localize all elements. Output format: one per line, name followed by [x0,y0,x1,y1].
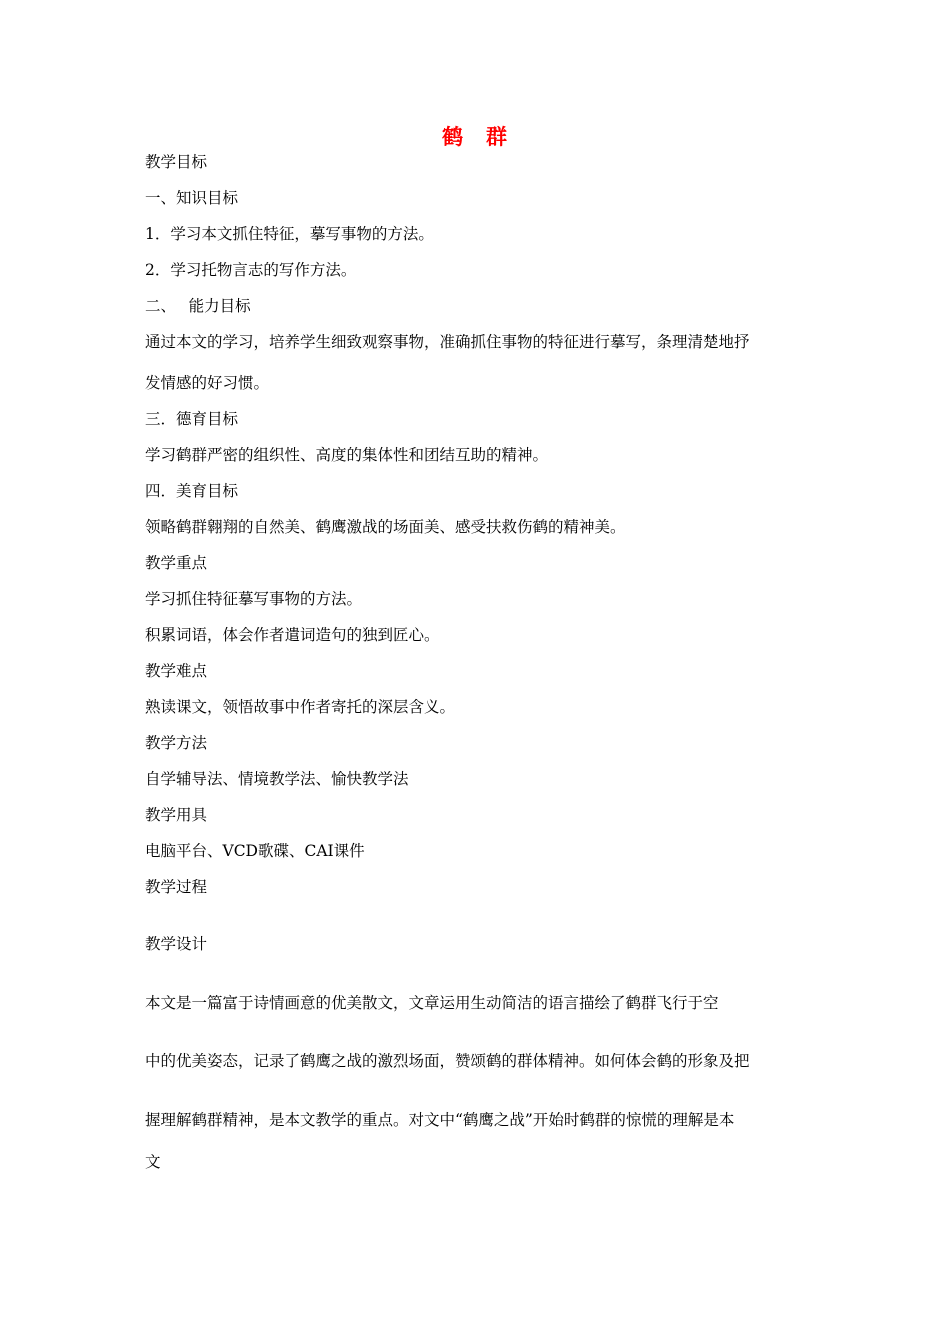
heading-key-points: 教学重点 [145,554,208,572]
difficulty-text: 熟读课文，领悟故事中作者寄托的深层含义。 [145,698,456,716]
heading-aesthetic-objectives: 四．美育目标 [145,482,239,500]
heading-teaching-tools: 教学用具 [145,806,208,824]
heading-teaching-design: 教学设计 [145,935,208,953]
design-text-line-2: 中的优美姿态，记录了鹤鹰之战的激烈场面，赞颂鹤的群体精神。如何体会鹤的形象及把 [145,1052,750,1070]
teaching-tools-text: 电脑平台、VCD歌碟、CAI课件 [145,842,365,860]
heading-difficulties: 教学难点 [145,662,208,680]
aesthetic-text: 领略鹤群翱翔的自然美、鹤鹰激战的场面美、感受扶救伤鹤的精神美。 [145,518,626,536]
design-text-line-4: 文 [145,1153,161,1171]
design-text-line-1: 本文是一篇富于诗情画意的优美散文，文章运用生动简洁的语言描绘了鹤群飞行于空 [145,994,719,1012]
document-title: 鹤 群 [442,125,508,149]
knowledge-item-2: 2．学习托物言志的写作方法。 [145,261,357,279]
heading-moral-objectives: 三．德育目标 [145,410,239,428]
moral-text: 学习鹤群严密的组织性、高度的集体性和团结互助的精神。 [145,446,549,464]
heading-teaching-objectives: 教学目标 [145,153,208,171]
key-point-1: 学习抓住特征摹写事物的方法。 [145,590,363,608]
design-text-line-3: 握理解鹤群精神，是本文教学的重点。对文中“鹤鹰之战”开始时鹤群的惊慌的理解是本 [145,1111,735,1129]
ability-text-line-2: 发情感的好习惯。 [145,374,270,392]
key-point-2: 积累词语，体会作者遣词造句的独到匠心。 [145,626,440,644]
heading-teaching-methods: 教学方法 [145,734,208,752]
heading-teaching-process: 教学过程 [145,878,208,896]
ability-text-line-1: 通过本文的学习，培养学生细致观察事物，准确抓住事物的特征进行摹写，条理清楚地抒 [145,333,750,351]
knowledge-item-1: 1．学习本文抓住特征，摹写事物的方法。 [145,225,434,243]
teaching-methods-text: 自学辅导法、情境教学法、愉快教学法 [145,770,409,788]
heading-ability-objectives: 二、 能力目标 [145,297,251,315]
heading-knowledge-objectives: 一、知识目标 [145,189,239,207]
